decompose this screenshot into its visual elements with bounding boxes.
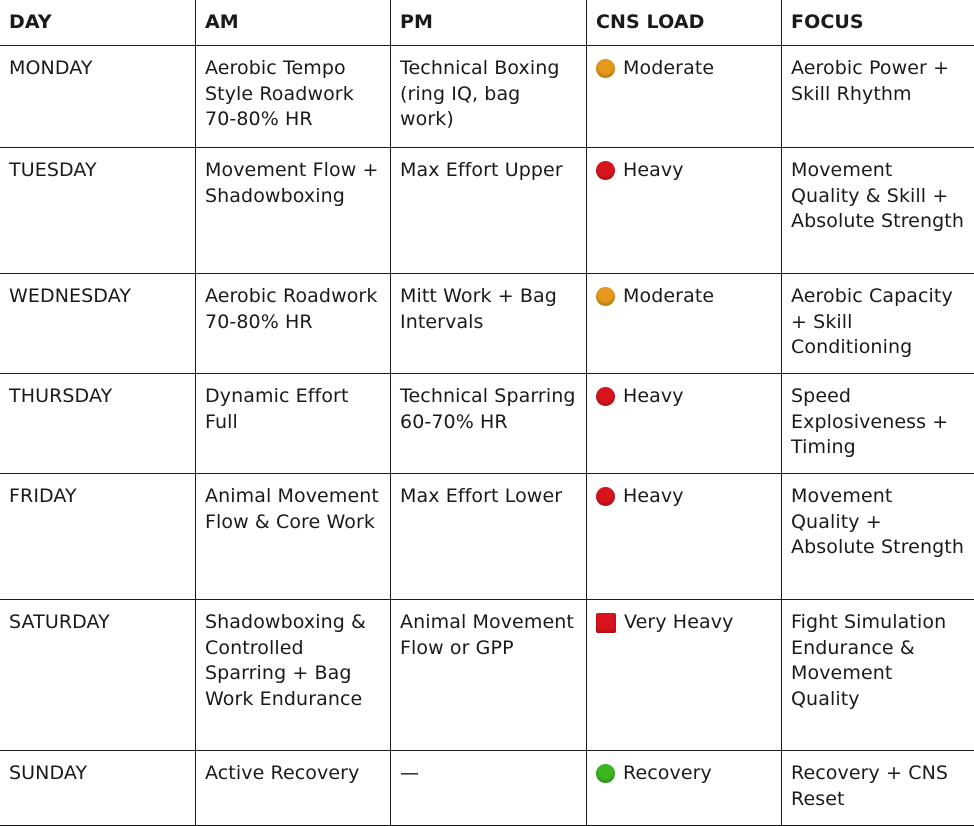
cns-load-label: Moderate (623, 284, 714, 310)
focus-cell: Aerobic Capacity + Skill Conditioning (782, 274, 974, 374)
table-row (0, 474, 974, 600)
table-row (0, 751, 974, 826)
table-row (0, 148, 974, 274)
focus-cell: Recovery + CNS Reset (782, 751, 974, 826)
load-circle-icon (596, 487, 615, 506)
day-cell: SUNDAY (0, 751, 196, 826)
cns-load-label: Heavy (623, 384, 684, 410)
focus-cell: Movement Quality + Absolute Strength (782, 474, 974, 600)
cns-load-cell (587, 148, 782, 274)
cns-load-cell (587, 374, 782, 474)
focus-cell: Movement Quality & Skill + Absolute Strength (782, 148, 974, 274)
load-circle-icon (596, 59, 615, 78)
table-row (0, 600, 974, 751)
table-row (0, 46, 974, 148)
day-cell: WEDNESDAY (0, 274, 196, 374)
cns-load-label: Heavy (623, 158, 684, 184)
pm-cell: Technical Boxing (ring IQ, bag work) (391, 46, 587, 148)
header-day: DAY (0, 0, 196, 46)
header-focus: FOCUS (782, 0, 974, 46)
day-cell: FRIDAY (0, 474, 196, 600)
cns-load-label: Heavy (623, 484, 684, 510)
header-am: AM (196, 0, 391, 46)
table-row (0, 374, 974, 474)
cns-load-indicator (596, 284, 714, 310)
pm-cell: Animal Movement Flow or GPP (391, 600, 587, 751)
table-row (0, 274, 974, 374)
load-circle-icon (596, 161, 615, 180)
am-cell: Aerobic Tempo Style Roadwork 70-80% HR (196, 46, 391, 148)
pm-cell: Mitt Work + Bag Intervals (391, 274, 587, 374)
am-cell: Aerobic Roadwork 70-80% HR (196, 274, 391, 374)
am-cell: Shadowboxing & Controlled Sparring + Bag Work Endurance (196, 600, 391, 751)
focus-cell: Aerobic Power + Skill Rhythm (782, 46, 974, 148)
header-pm: PM (391, 0, 587, 46)
pm-cell: Max Effort Lower (391, 474, 587, 600)
header-cns-load: CNS LOAD (587, 0, 782, 46)
cns-load-indicator (596, 484, 684, 510)
day-cell: TUESDAY (0, 148, 196, 274)
am-cell: Dynamic Effort Full (196, 374, 391, 474)
am-cell: Animal Movement Flow & Core Work (196, 474, 391, 600)
pm-cell: Technical Sparring 60-70% HR (391, 374, 587, 474)
cns-load-indicator (596, 384, 684, 410)
cns-load-indicator (596, 158, 684, 184)
cns-load-indicator (596, 610, 733, 636)
load-circle-icon (596, 387, 615, 406)
pm-cell: Max Effort Upper (391, 148, 587, 274)
day-cell: SATURDAY (0, 600, 196, 751)
cns-load-label: Recovery (623, 761, 712, 787)
red-square-icon (596, 613, 616, 633)
cns-load-label: Very Heavy (624, 610, 733, 636)
pm-cell: — (391, 751, 587, 826)
cns-load-indicator (596, 761, 712, 787)
am-cell: Active Recovery (196, 751, 391, 826)
cns-load-cell (587, 474, 782, 600)
day-cell: MONDAY (0, 46, 196, 148)
focus-cell: Fight Simulation Endurance & Movement Quality (782, 600, 974, 751)
cns-load-cell (587, 274, 782, 374)
cns-load-indicator (596, 56, 714, 82)
cns-load-cell (587, 751, 782, 826)
focus-cell: Speed Explosiveness + Timing (782, 374, 974, 474)
cns-load-cell (587, 600, 782, 751)
cns-load-label: Moderate (623, 56, 714, 82)
load-circle-icon (596, 287, 615, 306)
day-cell: THURSDAY (0, 374, 196, 474)
header-row (0, 0, 974, 46)
am-cell: Movement Flow + Shadowboxing (196, 148, 391, 274)
cns-load-cell (587, 46, 782, 148)
load-circle-icon (596, 764, 615, 783)
